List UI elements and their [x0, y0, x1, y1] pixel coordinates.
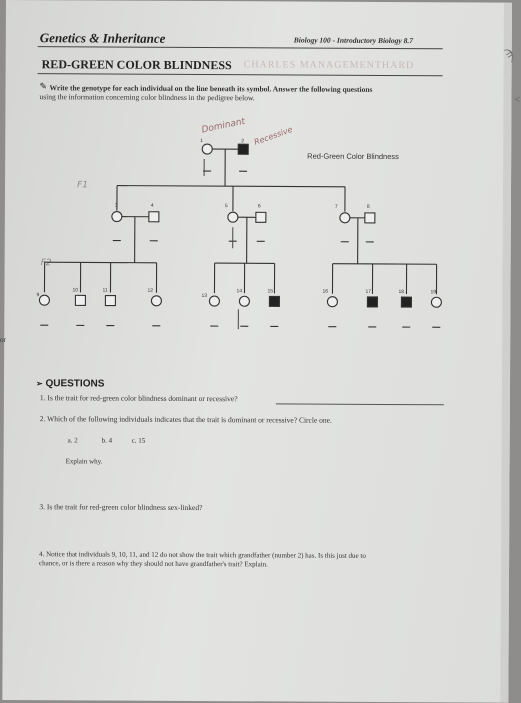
page-curl-mark: ϡ [504, 43, 514, 64]
label-3: 3 [115, 203, 118, 209]
label-14: 14 [236, 288, 242, 294]
label-9: 9 [36, 292, 39, 298]
individual-7 [340, 213, 350, 223]
label-2: 2 [241, 138, 244, 144]
worksheet-page [2, 0, 512, 703]
question-4-line-1: 4. Notice that individuals 9, 10, 11, and 12 do not show the trait which grandfather (number 2) has. Is this just due to [39, 550, 366, 560]
individual-9 [39, 295, 49, 305]
handwritten-dominant: Dominant [201, 117, 246, 136]
individual-15 [269, 296, 279, 306]
label-19: 19 [430, 289, 436, 295]
individual-5 [228, 212, 238, 222]
pencil-marks [203, 159, 239, 329]
individual-12 [151, 296, 161, 306]
answer-line-1[interactable] [276, 403, 444, 405]
label-16: 16 [322, 289, 328, 295]
edge-text: or [0, 336, 6, 344]
handwritten-f1: F1 [77, 180, 88, 190]
course-title: Genetics & Inheritance [40, 30, 166, 47]
handwritten-f2: F2 [41, 258, 52, 268]
label-13: 13 [201, 293, 207, 299]
questions-heading-text: QUESTIONS [45, 378, 104, 389]
label-7: 7 [335, 204, 338, 210]
individual-16 [327, 297, 337, 307]
label-15: 15 [267, 288, 273, 294]
bullet-icon: ➢ [36, 379, 43, 388]
individual-2 [238, 144, 248, 154]
explain-why: Explain why. [66, 457, 103, 465]
question-3: 3. Is the trait for red-green color blindness sex-linked? [39, 502, 202, 512]
label-17: 17 [365, 289, 371, 295]
pedigree-legend: Red-Green Color Blindness [307, 152, 399, 161]
label-6: 6 [258, 203, 261, 209]
individual-18 [401, 297, 411, 307]
label-12: 12 [147, 288, 153, 294]
individual-8 [365, 213, 375, 223]
course-subtitle: Biology 100 - Introductory Biology 8.7 [294, 36, 413, 46]
individual-14 [239, 296, 249, 306]
label-5: 5 [225, 203, 228, 209]
edge-mark: < [514, 95, 520, 106]
label-10: 10 [72, 287, 78, 293]
individual-19 [431, 297, 441, 307]
individual-13 [209, 296, 219, 306]
label-18: 18 [398, 289, 404, 295]
pedigree-chart [4, 0, 512, 363]
option-a[interactable]: a. 2 [68, 436, 78, 444]
individual-4 [149, 212, 159, 222]
individual-1 [202, 144, 212, 154]
question-4-line-2: chance, or is there a reason why they should not have grandfather's trait? Explain. [39, 559, 268, 568]
label-1: 1 [200, 138, 203, 144]
label-11: 11 [102, 288, 107, 294]
option-b[interactable]: b. 4 [102, 437, 113, 445]
individual-6 [256, 212, 266, 222]
questions-heading [36, 378, 104, 389]
label-4: 4 [151, 203, 154, 209]
bleedthrough-text: CHARLES MANAGEMENTHARD [244, 59, 415, 71]
instructions-line-1: Write the genotype for each individual on the line beneath its symbol. Answer the following questions [50, 83, 373, 94]
individual-3 [112, 212, 122, 222]
question-2: 2. Which of the following individuals indicates that the trait is dominant or recessive? Circle one. [40, 414, 332, 425]
option-c[interactable]: c. 15 [132, 437, 146, 445]
individual-10 [75, 295, 85, 305]
individual-11 [105, 296, 115, 306]
instructions-line-2: using the information concerning color blindness in the pedigree below. [39, 92, 254, 102]
individual-17 [367, 297, 377, 307]
question-1: 1. Is the trait for red-green color blindness dominant or recessive? [40, 393, 238, 403]
label-8: 8 [367, 204, 370, 210]
worksheet-title: RED-GREEN COLOR BLINDNESS [42, 57, 232, 73]
handwritten-recessive: Recessive [253, 125, 294, 147]
pencil-icon: ✎ [40, 81, 48, 92]
